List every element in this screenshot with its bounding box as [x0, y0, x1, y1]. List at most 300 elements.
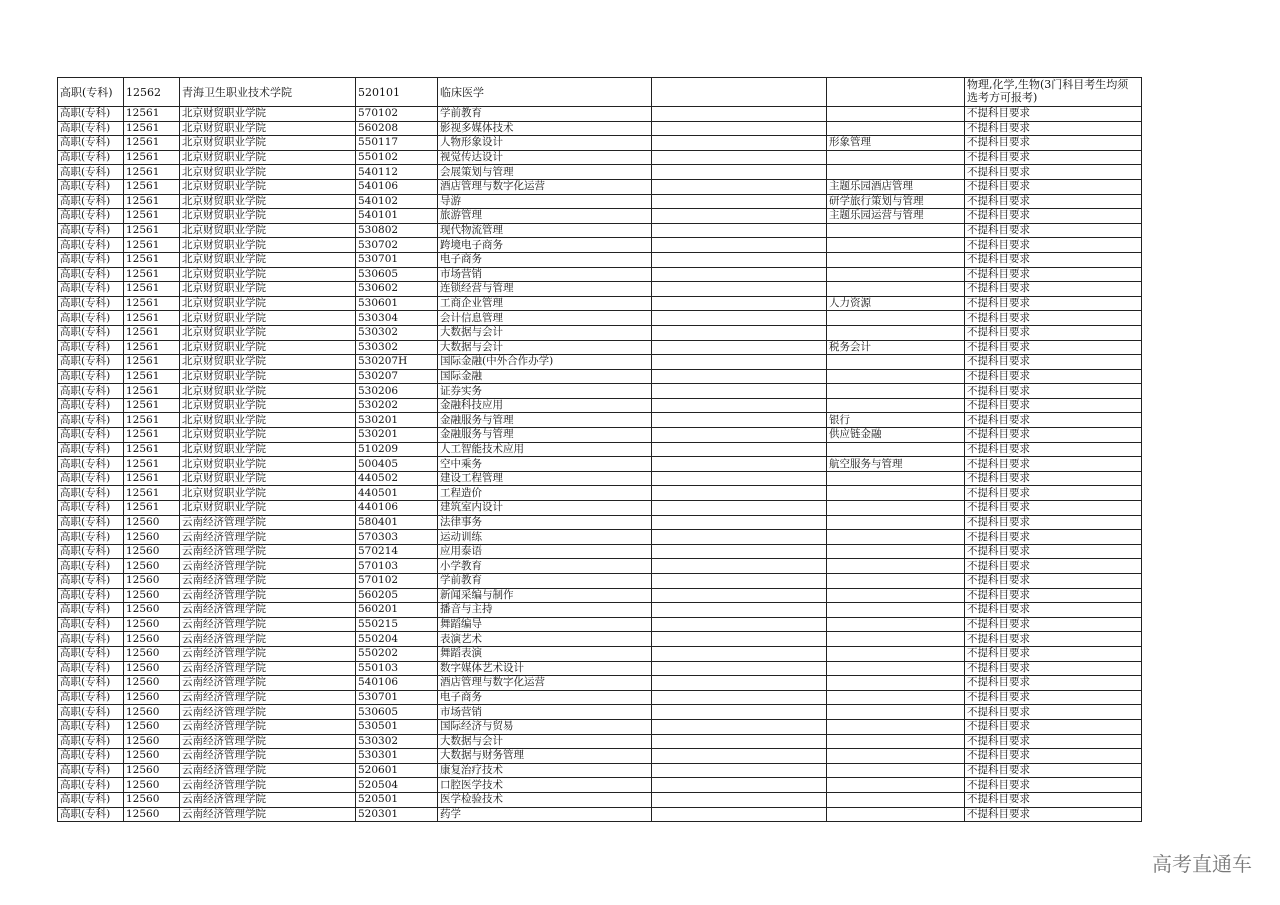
school-code-cell: 12561: [124, 165, 180, 180]
school-code-cell: 12560: [124, 588, 180, 603]
blank-cell: [652, 325, 827, 340]
requirement-cell: 不提科目要求: [965, 457, 1142, 472]
requirement-cell: 不提科目要求: [965, 632, 1142, 647]
school-name-cell: 北京财贸职业学院: [180, 282, 356, 297]
school-name-cell: 北京财贸职业学院: [180, 442, 356, 457]
major-code-cell: 520601: [356, 763, 438, 778]
major-code-cell: 540106: [356, 676, 438, 691]
level-cell: 高职(专科): [58, 413, 124, 428]
school-name-cell: 云南经济管理学院: [180, 719, 356, 734]
school-code-cell: 12561: [124, 223, 180, 238]
major-name-cell: 大数据与会计: [438, 325, 652, 340]
school-name-cell: 北京财贸职业学院: [180, 384, 356, 399]
level-cell: 高职(专科): [58, 369, 124, 384]
school-code-cell: 12561: [124, 311, 180, 326]
table-row: [58, 471, 1142, 486]
major-code-cell: 540106: [356, 179, 438, 194]
school-name-cell: 云南经济管理学院: [180, 632, 356, 647]
direction-cell: [827, 267, 965, 282]
requirement-cell: 不提科目要求: [965, 486, 1142, 501]
major-code-cell: 570303: [356, 530, 438, 545]
school-code-cell: 12560: [124, 544, 180, 559]
requirement-cell: 不提科目要求: [965, 617, 1142, 632]
school-code-cell: 12560: [124, 676, 180, 691]
direction-cell: [827, 632, 965, 647]
level-cell: 高职(专科): [58, 121, 124, 136]
level-cell: 高职(专科): [58, 282, 124, 297]
table-row: [58, 179, 1142, 194]
school-code-cell: 12560: [124, 617, 180, 632]
major-code-cell: 530304: [356, 311, 438, 326]
requirement-cell: 不提科目要求: [965, 355, 1142, 370]
table-row: [58, 676, 1142, 691]
school-code-cell: 12561: [124, 282, 180, 297]
major-code-cell: 530302: [356, 325, 438, 340]
blank-cell: [652, 661, 827, 676]
school-name-cell: 云南经济管理学院: [180, 617, 356, 632]
major-name-cell: 现代物流管理: [438, 223, 652, 238]
level-cell: 高职(专科): [58, 486, 124, 501]
school-code-cell: 12560: [124, 792, 180, 807]
school-name-cell: 云南经济管理学院: [180, 807, 356, 822]
direction-cell: [827, 705, 965, 720]
level-cell: 高职(专科): [58, 194, 124, 209]
direction-cell: [827, 574, 965, 589]
blank-cell: [652, 398, 827, 413]
requirement-cell: 不提科目要求: [965, 603, 1142, 618]
major-code-cell: 550117: [356, 136, 438, 151]
major-code-cell: 530202: [356, 398, 438, 413]
major-code-cell: 530701: [356, 252, 438, 267]
table-row: [58, 530, 1142, 545]
school-code-cell: 12561: [124, 369, 180, 384]
school-name-cell: 云南经济管理学院: [180, 690, 356, 705]
school-name-cell: 北京财贸职业学院: [180, 471, 356, 486]
direction-cell: [827, 471, 965, 486]
major-code-cell: 440501: [356, 486, 438, 501]
requirement-cell: 不提科目要求: [965, 267, 1142, 282]
table-row: [58, 107, 1142, 122]
major-code-cell: 440106: [356, 501, 438, 516]
school-code-cell: 12561: [124, 179, 180, 194]
blank-cell: [652, 179, 827, 194]
requirement-cell: 不提科目要求: [965, 223, 1142, 238]
blank-cell: [652, 296, 827, 311]
blank-cell: [652, 340, 827, 355]
table-row: [58, 574, 1142, 589]
level-cell: 高职(专科): [58, 646, 124, 661]
table-row: [58, 252, 1142, 267]
blank-cell: [652, 384, 827, 399]
blank-cell: [652, 559, 827, 574]
requirement-cell: 不提科目要求: [965, 121, 1142, 136]
major-name-cell: 人物形象设计: [438, 136, 652, 151]
requirement-cell: 不提科目要求: [965, 179, 1142, 194]
major-name-cell: 口腔医学技术: [438, 778, 652, 793]
table-row: [58, 515, 1142, 530]
requirement-cell: 不提科目要求: [965, 194, 1142, 209]
major-code-cell: 530301: [356, 749, 438, 764]
table-row: [58, 311, 1142, 326]
level-cell: 高职(专科): [58, 252, 124, 267]
major-name-cell: 空中乘务: [438, 457, 652, 472]
table-row: [58, 588, 1142, 603]
requirement-cell: 不提科目要求: [965, 340, 1142, 355]
direction-cell: [827, 252, 965, 267]
major-name-cell: 连锁经营与管理: [438, 282, 652, 297]
direction-cell: [827, 238, 965, 253]
school-code-cell: 12560: [124, 646, 180, 661]
blank-cell: [652, 705, 827, 720]
school-name-cell: 北京财贸职业学院: [180, 413, 356, 428]
school-name-cell: 北京财贸职业学院: [180, 501, 356, 516]
major-code-cell: 530207: [356, 369, 438, 384]
blank-cell: [652, 574, 827, 589]
level-cell: 高职(专科): [58, 792, 124, 807]
blank-cell: [652, 515, 827, 530]
school-name-cell: 云南经济管理学院: [180, 734, 356, 749]
requirement-cell: 不提科目要求: [965, 690, 1142, 705]
school-name-cell: 云南经济管理学院: [180, 646, 356, 661]
blank-cell: [652, 807, 827, 822]
major-code-cell: 560201: [356, 603, 438, 618]
major-name-cell: 酒店管理与数字化运营: [438, 676, 652, 691]
table-row: [58, 486, 1142, 501]
major-code-cell: 500405: [356, 457, 438, 472]
school-name-cell: 北京财贸职业学院: [180, 223, 356, 238]
direction-cell: 税务会计: [827, 340, 965, 355]
major-name-cell: 舞蹈表演: [438, 646, 652, 661]
level-cell: 高职(专科): [58, 719, 124, 734]
blank-cell: [652, 501, 827, 516]
requirement-cell: 不提科目要求: [965, 282, 1142, 297]
major-name-cell: 跨境电子商务: [438, 238, 652, 253]
level-cell: 高职(专科): [58, 442, 124, 457]
major-name-cell: 康复治疗技术: [438, 763, 652, 778]
requirement-cell: 不提科目要求: [965, 384, 1142, 399]
level-cell: 高职(专科): [58, 749, 124, 764]
level-cell: 高职(专科): [58, 428, 124, 443]
school-code-cell: 12561: [124, 486, 180, 501]
school-code-cell: 12560: [124, 719, 180, 734]
level-cell: 高职(专科): [58, 325, 124, 340]
school-name-cell: 云南经济管理学院: [180, 749, 356, 764]
requirement-cell: 不提科目要求: [965, 705, 1142, 720]
table-row: [58, 355, 1142, 370]
direction-cell: [827, 165, 965, 180]
major-name-cell: 建筑室内设计: [438, 501, 652, 516]
major-code-cell: 530206: [356, 384, 438, 399]
major-name-cell: 市场营销: [438, 705, 652, 720]
table-row: [58, 296, 1142, 311]
blank-cell: [652, 719, 827, 734]
major-name-cell: 电子商务: [438, 252, 652, 267]
blank-cell: [652, 632, 827, 647]
major-name-cell: 小学教育: [438, 559, 652, 574]
school-code-cell: 12561: [124, 136, 180, 151]
blank-cell: [652, 369, 827, 384]
requirement-cell: 不提科目要求: [965, 778, 1142, 793]
school-code-cell: 12560: [124, 603, 180, 618]
level-cell: 高职(专科): [58, 705, 124, 720]
major-name-cell: 人工智能技术应用: [438, 442, 652, 457]
blank-cell: [652, 267, 827, 282]
major-name-cell: 药学: [438, 807, 652, 822]
school-name-cell: 云南经济管理学院: [180, 661, 356, 676]
school-name-cell: 北京财贸职业学院: [180, 457, 356, 472]
blank-cell: [652, 150, 827, 165]
requirement-cell: 不提科目要求: [965, 749, 1142, 764]
table-row: [58, 78, 1142, 107]
school-name-cell: 北京财贸职业学院: [180, 296, 356, 311]
school-name-cell: 北京财贸职业学院: [180, 369, 356, 384]
direction-cell: [827, 792, 965, 807]
school-name-cell: 云南经济管理学院: [180, 515, 356, 530]
table-row: [58, 384, 1142, 399]
level-cell: 高职(专科): [58, 107, 124, 122]
level-cell: 高职(专科): [58, 734, 124, 749]
level-cell: 高职(专科): [58, 267, 124, 282]
direction-cell: [827, 807, 965, 822]
level-cell: 高职(专科): [58, 603, 124, 618]
school-code-cell: 12560: [124, 778, 180, 793]
requirement-cell: 不提科目要求: [965, 413, 1142, 428]
table-row: [58, 223, 1142, 238]
major-code-cell: 520504: [356, 778, 438, 793]
direction-cell: [827, 719, 965, 734]
requirement-cell: 不提科目要求: [965, 763, 1142, 778]
school-name-cell: 北京财贸职业学院: [180, 428, 356, 443]
blank-cell: [652, 588, 827, 603]
direction-cell: [827, 617, 965, 632]
school-name-cell: 云南经济管理学院: [180, 530, 356, 545]
school-code-cell: 12560: [124, 690, 180, 705]
school-name-cell: 云南经济管理学院: [180, 544, 356, 559]
table-row: [58, 734, 1142, 749]
blank-cell: [652, 530, 827, 545]
requirement-cell: 不提科目要求: [965, 559, 1142, 574]
level-cell: 高职(专科): [58, 763, 124, 778]
school-code-cell: 12561: [124, 501, 180, 516]
major-code-cell: 530602: [356, 282, 438, 297]
requirement-cell: 不提科目要求: [965, 530, 1142, 545]
blank-cell: [652, 676, 827, 691]
direction-cell: [827, 661, 965, 676]
major-name-cell: 表演艺术: [438, 632, 652, 647]
major-name-cell: 金融服务与管理: [438, 428, 652, 443]
blank-cell: [652, 763, 827, 778]
requirement-cell: 不提科目要求: [965, 676, 1142, 691]
table-row: [58, 369, 1142, 384]
school-code-cell: 12561: [124, 267, 180, 282]
requirement-cell: 不提科目要求: [965, 209, 1142, 224]
major-code-cell: 530201: [356, 428, 438, 443]
blank-cell: [652, 749, 827, 764]
direction-cell: 研学旅行策划与管理: [827, 194, 965, 209]
school-code-cell: 12561: [124, 150, 180, 165]
direction-cell: [827, 150, 965, 165]
direction-cell: 主题乐园运营与管理: [827, 209, 965, 224]
blank-cell: [652, 252, 827, 267]
major-code-cell: 520301: [356, 807, 438, 822]
major-code-cell: 550103: [356, 661, 438, 676]
school-code-cell: 12561: [124, 340, 180, 355]
direction-cell: [827, 646, 965, 661]
blank-cell: [652, 355, 827, 370]
blank-cell: [652, 471, 827, 486]
blank-cell: [652, 690, 827, 705]
school-name-cell: 云南经济管理学院: [180, 559, 356, 574]
major-code-cell: 440502: [356, 471, 438, 486]
school-name-cell: 北京财贸职业学院: [180, 194, 356, 209]
school-name-cell: 青海卫生职业技术学院: [180, 78, 356, 107]
direction-cell: [827, 121, 965, 136]
major-name-cell: 电子商务: [438, 690, 652, 705]
table-row: [58, 559, 1142, 574]
direction-cell: [827, 559, 965, 574]
table-row: [58, 165, 1142, 180]
major-name-cell: 旅游管理: [438, 209, 652, 224]
school-name-cell: 北京财贸职业学院: [180, 486, 356, 501]
school-name-cell: 云南经济管理学院: [180, 705, 356, 720]
blank-cell: [652, 238, 827, 253]
school-name-cell: 北京财贸职业学院: [180, 325, 356, 340]
major-code-cell: 550204: [356, 632, 438, 647]
level-cell: 高职(专科): [58, 223, 124, 238]
level-cell: 高职(专科): [58, 150, 124, 165]
blank-cell: [652, 282, 827, 297]
direction-cell: 航空服务与管理: [827, 457, 965, 472]
school-name-cell: 北京财贸职业学院: [180, 340, 356, 355]
school-name-cell: 北京财贸职业学院: [180, 398, 356, 413]
table-row: [58, 340, 1142, 355]
direction-cell: 形象管理: [827, 136, 965, 151]
table-row: [58, 690, 1142, 705]
school-code-cell: 12560: [124, 749, 180, 764]
school-code-cell: 12561: [124, 209, 180, 224]
major-name-cell: 学前教育: [438, 574, 652, 589]
major-code-cell: 520501: [356, 792, 438, 807]
blank-cell: [652, 603, 827, 618]
blank-cell: [652, 428, 827, 443]
major-name-cell: 酒店管理与数字化运营: [438, 179, 652, 194]
blank-cell: [652, 486, 827, 501]
table-row: [58, 544, 1142, 559]
major-name-cell: 金融科技应用: [438, 398, 652, 413]
school-code-cell: 12561: [124, 442, 180, 457]
table-row: [58, 121, 1142, 136]
requirement-cell: 不提科目要求: [965, 719, 1142, 734]
level-cell: 高职(专科): [58, 457, 124, 472]
blank-cell: [652, 311, 827, 326]
level-cell: 高职(专科): [58, 574, 124, 589]
level-cell: 高职(专科): [58, 661, 124, 676]
requirement-cell: 不提科目要求: [965, 646, 1142, 661]
major-code-cell: 530302: [356, 340, 438, 355]
school-code-cell: 12561: [124, 121, 180, 136]
major-code-cell: 530201: [356, 413, 438, 428]
direction-cell: [827, 223, 965, 238]
table-row: [58, 603, 1142, 618]
major-name-cell: 国际经济与贸易: [438, 719, 652, 734]
major-code-cell: 530501: [356, 719, 438, 734]
direction-cell: [827, 690, 965, 705]
level-cell: 高职(专科): [58, 311, 124, 326]
major-code-cell: 580401: [356, 515, 438, 530]
major-code-cell: 530702: [356, 238, 438, 253]
school-name-cell: 北京财贸职业学院: [180, 238, 356, 253]
table-row: [58, 792, 1142, 807]
table-row: [58, 267, 1142, 282]
major-name-cell: 市场营销: [438, 267, 652, 282]
direction-cell: [827, 515, 965, 530]
major-name-cell: 工程造价: [438, 486, 652, 501]
level-cell: 高职(专科): [58, 471, 124, 486]
direction-cell: [827, 282, 965, 297]
table-row: [58, 807, 1142, 822]
level-cell: 高职(专科): [58, 632, 124, 647]
blank-cell: [652, 194, 827, 209]
table-row: [58, 209, 1142, 224]
level-cell: 高职(专科): [58, 238, 124, 253]
major-name-cell: 学前教育: [438, 107, 652, 122]
table-row: [58, 194, 1142, 209]
direction-cell: [827, 588, 965, 603]
level-cell: 高职(专科): [58, 165, 124, 180]
requirement-cell: 不提科目要求: [965, 792, 1142, 807]
major-name-cell: 导游: [438, 194, 652, 209]
school-code-cell: 12560: [124, 515, 180, 530]
blank-cell: [652, 646, 827, 661]
direction-cell: 主题乐园酒店管理: [827, 179, 965, 194]
school-name-cell: 北京财贸职业学院: [180, 209, 356, 224]
major-code-cell: 530601: [356, 296, 438, 311]
major-name-cell: 证券实务: [438, 384, 652, 399]
blank-cell: [652, 778, 827, 793]
table-row: [58, 763, 1142, 778]
watermark: 高考直通车: [1152, 852, 1252, 876]
requirement-cell: 不提科目要求: [965, 428, 1142, 443]
requirement-cell: 不提科目要求: [965, 296, 1142, 311]
blank-cell: [652, 209, 827, 224]
blank-cell: [652, 442, 827, 457]
major-name-cell: 数字媒体艺术设计: [438, 661, 652, 676]
school-name-cell: 云南经济管理学院: [180, 574, 356, 589]
level-cell: 高职(专科): [58, 676, 124, 691]
major-name-cell: 应用泰语: [438, 544, 652, 559]
school-code-cell: 12562: [124, 78, 180, 107]
table-row: [58, 398, 1142, 413]
school-code-cell: 12560: [124, 530, 180, 545]
requirement-cell: 不提科目要求: [965, 588, 1142, 603]
level-cell: 高职(专科): [58, 617, 124, 632]
major-name-cell: 会计信息管理: [438, 311, 652, 326]
direction-cell: [827, 369, 965, 384]
major-name-cell: 舞蹈编导: [438, 617, 652, 632]
admission-table: [57, 77, 1142, 822]
direction-cell: [827, 749, 965, 764]
major-name-cell: 大数据与会计: [438, 340, 652, 355]
requirement-cell: 不提科目要求: [965, 252, 1142, 267]
major-name-cell: 医学检验技术: [438, 792, 652, 807]
school-name-cell: 云南经济管理学院: [180, 603, 356, 618]
major-code-cell: 540112: [356, 165, 438, 180]
major-code-cell: 530605: [356, 705, 438, 720]
school-code-cell: 12561: [124, 457, 180, 472]
school-name-cell: 北京财贸职业学院: [180, 107, 356, 122]
major-code-cell: 540101: [356, 209, 438, 224]
level-cell: 高职(专科): [58, 690, 124, 705]
